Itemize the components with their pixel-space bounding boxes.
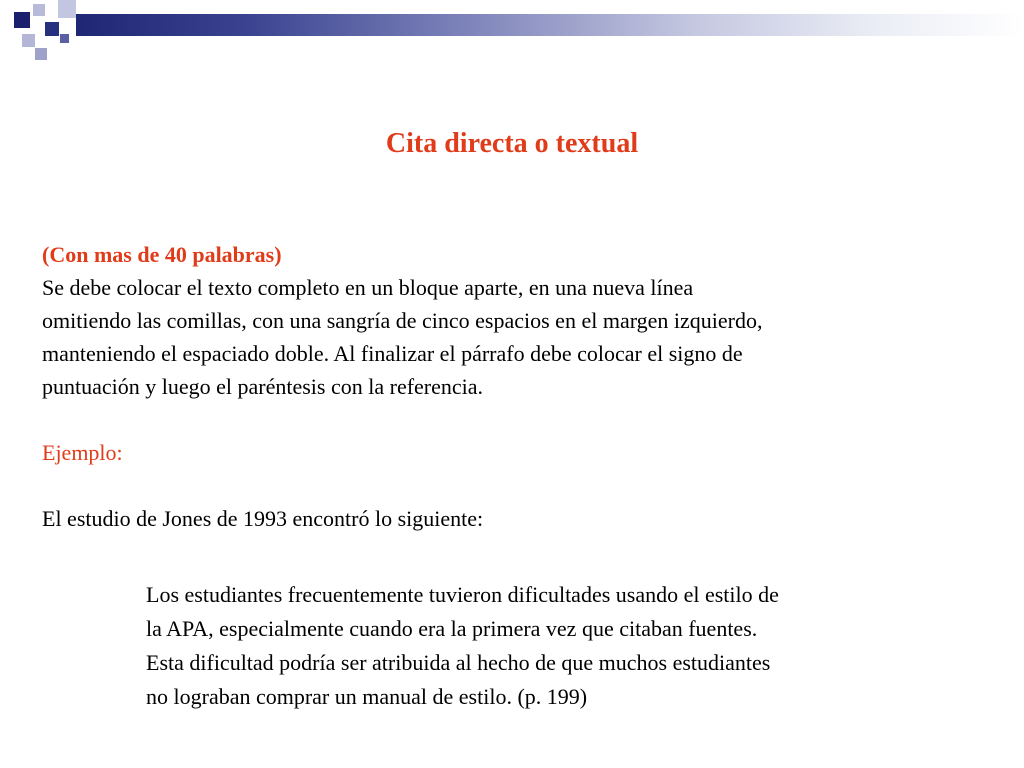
body-line: puntuación y luego el paréntesis con la referencia.	[42, 374, 484, 399]
quote-line: no lograban comprar un manual de estilo. (p. 199)	[146, 684, 588, 709]
body-line: omitiendo las comillas, con una sangría de cinco espacios en el margen izquierdo,	[42, 308, 763, 333]
header-decoration-square	[35, 48, 47, 60]
slide-content	[42, 238, 992, 535]
blank-line	[42, 403, 992, 436]
block-quote	[146, 578, 986, 714]
header-decoration-square	[33, 4, 45, 16]
header-decoration-square	[22, 34, 35, 47]
header-decoration-square	[14, 12, 30, 28]
slide-title: Cita directa o textual	[385, 128, 639, 159]
quote-line: la APA, especialmente cuando era la primera vez que citaban fuentes.	[146, 616, 758, 641]
intro-sentence: El estudio de Jones de 1993 encontró lo siguiente:	[42, 506, 484, 531]
body-paragraph	[42, 271, 992, 403]
body-line: manteniendo el espaciado doble. Al finalizar el párrafo debe colocar el signo de	[42, 341, 743, 366]
header-decoration-square	[60, 34, 69, 43]
quote-line: Los estudiantes frecuentemente tuvieron dificultades usando el estilo de	[146, 582, 779, 607]
example-label: Ejemplo:	[42, 440, 123, 465]
blank-line	[42, 469, 992, 502]
quote-line: Esta dificultad podría ser atribuida al hecho de que muchos estudiantes	[146, 650, 771, 675]
header-gradient-bar	[76, 14, 1024, 36]
subheading: (Con mas de 40 palabras)	[42, 242, 282, 267]
header-decoration-square	[58, 0, 76, 18]
body-line: Se debe colocar el texto completo en un bloque aparte, en una nueva línea	[42, 275, 694, 300]
header-decoration-square	[45, 22, 59, 36]
